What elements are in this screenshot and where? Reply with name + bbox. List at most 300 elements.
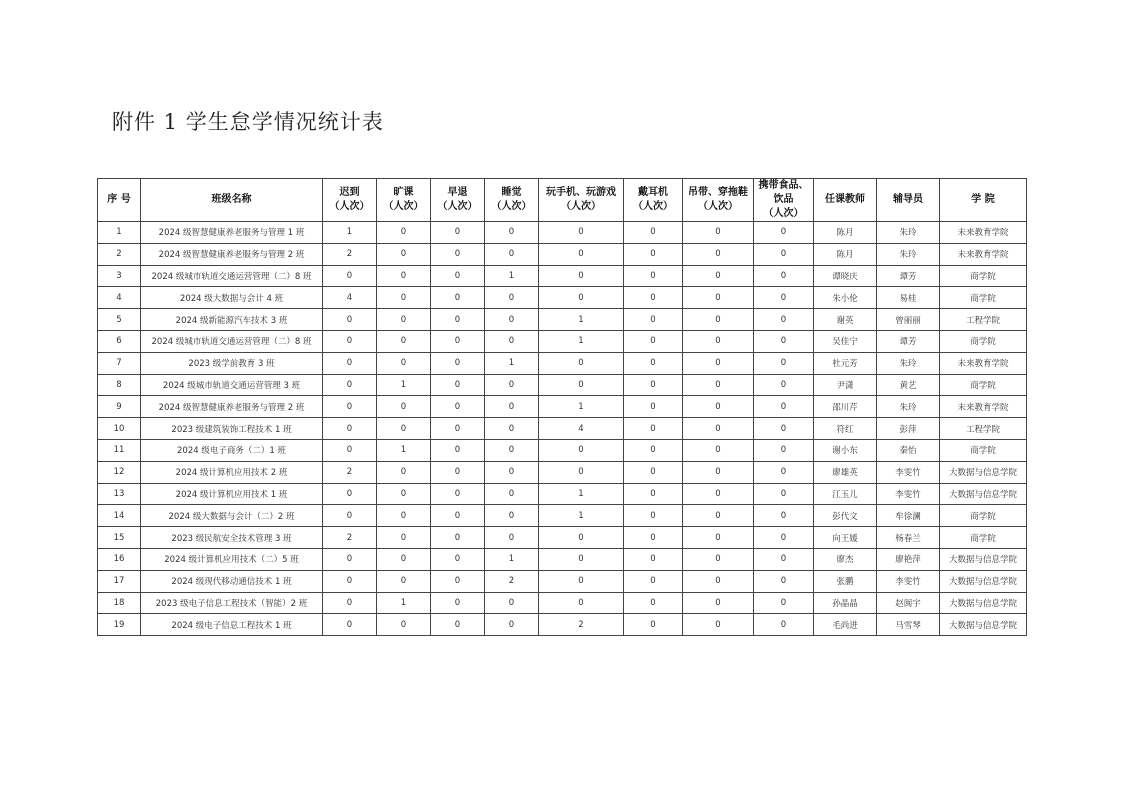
cell-teacher: 符红 <box>814 418 877 440</box>
cell-class-name: 2024 级城市轨道交通运营管理 3 班 <box>141 374 323 396</box>
header-food-drink <box>754 179 814 222</box>
cell-seq: 11 <box>98 439 141 461</box>
cell-counselor: 曾丽丽 <box>877 309 940 331</box>
header-sleep-label: 睡觉 <box>501 187 522 198</box>
cell-earphone: 0 <box>624 222 683 244</box>
cell-seq: 18 <box>98 592 141 614</box>
cell-college: 工程学院 <box>940 309 1027 331</box>
cell-truant: 0 <box>377 243 431 265</box>
cell-counselor: 黄艺 <box>877 374 940 396</box>
header-teacher: 任课教师 <box>814 179 877 222</box>
cell-earphone: 0 <box>624 439 683 461</box>
table-row <box>98 461 1027 483</box>
cell-seq: 16 <box>98 548 141 570</box>
cell-food-drink: 0 <box>754 592 814 614</box>
truancy-stats-table <box>97 178 1027 636</box>
cell-seq: 8 <box>98 374 141 396</box>
cell-sleep: 1 <box>485 548 539 570</box>
cell-food-drink: 0 <box>754 461 814 483</box>
cell-seq: 7 <box>98 352 141 374</box>
cell-earphone: 0 <box>624 287 683 309</box>
cell-college: 商学院 <box>940 527 1027 549</box>
cell-counselor: 廖艳萍 <box>877 548 940 570</box>
cell-sleep: 1 <box>485 352 539 374</box>
cell-seq: 2 <box>98 243 141 265</box>
cell-counselor: 赵闽宇 <box>877 592 940 614</box>
cell-early-leave: 0 <box>431 396 485 418</box>
cell-phone-game: 0 <box>539 548 624 570</box>
cell-counselor: 李雯竹 <box>877 461 940 483</box>
cell-counselor: 秦怡 <box>877 439 940 461</box>
table-row <box>98 352 1027 374</box>
cell-truant: 0 <box>377 461 431 483</box>
cell-counselor: 谭芳 <box>877 330 940 352</box>
table-row <box>98 396 1027 418</box>
cell-early-leave: 0 <box>431 570 485 592</box>
cell-class-name: 2024 级新能源汽车技术 3 班 <box>141 309 323 331</box>
table-row <box>98 483 1027 505</box>
table-row <box>98 439 1027 461</box>
cell-teacher: 陈月 <box>814 222 877 244</box>
cell-early-leave: 0 <box>431 222 485 244</box>
header-slippers <box>683 179 754 222</box>
cell-teacher: 张鹏 <box>814 570 877 592</box>
cell-class-name: 2024 级城市轨道交通运营管理（二）8 班 <box>141 265 323 287</box>
cell-early-leave: 0 <box>431 614 485 636</box>
table-row <box>98 243 1027 265</box>
cell-phone-game: 1 <box>539 330 624 352</box>
cell-teacher: 彭代文 <box>814 505 877 527</box>
header-food-drink-unit: （人次） <box>763 208 804 219</box>
cell-seq: 14 <box>98 505 141 527</box>
cell-late: 0 <box>323 592 377 614</box>
cell-late: 0 <box>323 265 377 287</box>
cell-teacher: 谢英 <box>814 309 877 331</box>
table-row <box>98 265 1027 287</box>
cell-counselor: 杨春兰 <box>877 527 940 549</box>
cell-slippers: 0 <box>683 418 754 440</box>
cell-college: 工程学院 <box>940 418 1027 440</box>
cell-slippers: 0 <box>683 243 754 265</box>
cell-class-name: 2024 级智慧健康养老服务与管理 2 班 <box>141 396 323 418</box>
table-row <box>98 527 1027 549</box>
cell-earphone: 0 <box>624 570 683 592</box>
cell-early-leave: 0 <box>431 505 485 527</box>
cell-college: 大数据与信息学院 <box>940 570 1027 592</box>
cell-seq: 4 <box>98 287 141 309</box>
header-counselor: 辅导员 <box>877 179 940 222</box>
cell-sleep: 0 <box>485 418 539 440</box>
cell-early-leave: 0 <box>431 592 485 614</box>
cell-seq: 13 <box>98 483 141 505</box>
cell-phone-game: 0 <box>539 461 624 483</box>
cell-early-leave: 0 <box>431 352 485 374</box>
cell-sleep: 0 <box>485 330 539 352</box>
cell-sleep: 1 <box>485 265 539 287</box>
cell-slippers: 0 <box>683 570 754 592</box>
cell-early-leave: 0 <box>431 483 485 505</box>
header-late-unit: （人次） <box>329 201 370 212</box>
cell-late: 2 <box>323 461 377 483</box>
cell-late: 0 <box>323 330 377 352</box>
cell-college: 未来教育学院 <box>940 396 1027 418</box>
cell-teacher: 谢小东 <box>814 439 877 461</box>
table-row <box>98 548 1027 570</box>
cell-teacher: 谭晓庆 <box>814 265 877 287</box>
cell-class-name: 2024 级智慧健康养老服务与管理 2 班 <box>141 243 323 265</box>
cell-early-leave: 0 <box>431 374 485 396</box>
cell-counselor: 李雯竹 <box>877 570 940 592</box>
cell-college: 大数据与信息学院 <box>940 548 1027 570</box>
cell-food-drink: 0 <box>754 265 814 287</box>
header-earphone-label: 戴耳机 <box>638 187 668 198</box>
cell-sleep: 0 <box>485 461 539 483</box>
cell-phone-game: 2 <box>539 614 624 636</box>
cell-earphone: 0 <box>624 309 683 331</box>
cell-food-drink: 0 <box>754 243 814 265</box>
cell-slippers: 0 <box>683 374 754 396</box>
cell-late: 0 <box>323 614 377 636</box>
cell-phone-game: 0 <box>539 287 624 309</box>
cell-teacher: 廖雄英 <box>814 461 877 483</box>
cell-food-drink: 0 <box>754 330 814 352</box>
cell-seq: 10 <box>98 418 141 440</box>
cell-phone-game: 0 <box>539 265 624 287</box>
cell-phone-game: 1 <box>539 309 624 331</box>
cell-phone-game: 0 <box>539 527 624 549</box>
cell-early-leave: 0 <box>431 265 485 287</box>
cell-food-drink: 0 <box>754 505 814 527</box>
cell-slippers: 0 <box>683 614 754 636</box>
cell-slippers: 0 <box>683 352 754 374</box>
header-earphone <box>624 179 683 222</box>
cell-slippers: 0 <box>683 222 754 244</box>
cell-seq: 1 <box>98 222 141 244</box>
header-slippers-label: 吊带、穿拖鞋 <box>688 187 748 198</box>
cell-truant: 0 <box>377 614 431 636</box>
cell-college: 商学院 <box>940 505 1027 527</box>
cell-phone-game: 0 <box>539 374 624 396</box>
cell-college: 商学院 <box>940 330 1027 352</box>
cell-late: 0 <box>323 548 377 570</box>
cell-food-drink: 0 <box>754 483 814 505</box>
header-slippers-unit: （人次） <box>698 201 738 212</box>
cell-teacher: 孙晶晶 <box>814 592 877 614</box>
table-body <box>98 222 1027 636</box>
cell-food-drink: 0 <box>754 548 814 570</box>
cell-sleep: 0 <box>485 243 539 265</box>
cell-sleep: 0 <box>485 614 539 636</box>
cell-earphone: 0 <box>624 614 683 636</box>
cell-class-name: 2024 级大数据与会计 4 班 <box>141 287 323 309</box>
cell-slippers: 0 <box>683 548 754 570</box>
cell-college: 商学院 <box>940 287 1027 309</box>
cell-counselor: 李雯竹 <box>877 483 940 505</box>
cell-late: 0 <box>323 374 377 396</box>
cell-counselor: 马雪琴 <box>877 614 940 636</box>
cell-phone-game: 0 <box>539 592 624 614</box>
table-row <box>98 330 1027 352</box>
table-row <box>98 418 1027 440</box>
cell-slippers: 0 <box>683 527 754 549</box>
cell-counselor: 彭萍 <box>877 418 940 440</box>
cell-phone-game: 0 <box>539 222 624 244</box>
cell-slippers: 0 <box>683 439 754 461</box>
header-early-leave <box>431 179 485 222</box>
table-row <box>98 222 1027 244</box>
cell-earphone: 0 <box>624 396 683 418</box>
cell-early-leave: 0 <box>431 330 485 352</box>
header-phone-game-label: 玩手机、玩游戏 <box>546 187 616 198</box>
cell-truant: 0 <box>377 222 431 244</box>
cell-phone-game: 0 <box>539 243 624 265</box>
cell-food-drink: 0 <box>754 570 814 592</box>
cell-slippers: 0 <box>683 309 754 331</box>
cell-college: 大数据与信息学院 <box>940 483 1027 505</box>
cell-slippers: 0 <box>683 483 754 505</box>
cell-early-leave: 0 <box>431 287 485 309</box>
cell-early-leave: 0 <box>431 309 485 331</box>
header-phone-game-unit: （人次） <box>561 201 601 212</box>
cell-class-name: 2024 级城市轨道交通运营管理（二）8 班 <box>141 330 323 352</box>
cell-counselor: 谭芳 <box>877 265 940 287</box>
cell-food-drink: 0 <box>754 374 814 396</box>
cell-class-name: 2024 级计算机应用技术（二）5 班 <box>141 548 323 570</box>
cell-late: 0 <box>323 570 377 592</box>
cell-seq: 3 <box>98 265 141 287</box>
header-truant <box>377 179 431 222</box>
table-row <box>98 505 1027 527</box>
header-truant-unit: （人次） <box>383 201 424 212</box>
cell-early-leave: 0 <box>431 548 485 570</box>
cell-seq: 5 <box>98 309 141 331</box>
cell-teacher: 吴佳宁 <box>814 330 877 352</box>
cell-teacher: 毛尚进 <box>814 614 877 636</box>
cell-college: 大数据与信息学院 <box>940 614 1027 636</box>
cell-seq: 9 <box>98 396 141 418</box>
cell-truant: 0 <box>377 548 431 570</box>
cell-earphone: 0 <box>624 592 683 614</box>
table-row <box>98 309 1027 331</box>
cell-phone-game: 0 <box>539 439 624 461</box>
cell-college: 未来教育学院 <box>940 243 1027 265</box>
header-food-drink-label-1: 携带食品、 <box>758 180 809 191</box>
cell-college: 商学院 <box>940 439 1027 461</box>
cell-counselor: 朱玲 <box>877 243 940 265</box>
cell-late: 0 <box>323 483 377 505</box>
cell-college: 未来教育学院 <box>940 352 1027 374</box>
cell-earphone: 0 <box>624 265 683 287</box>
table-header-row <box>98 179 1027 222</box>
cell-college: 商学院 <box>940 374 1027 396</box>
cell-class-name: 2024 级电子信息工程技术 1 班 <box>141 614 323 636</box>
cell-truant: 0 <box>377 396 431 418</box>
cell-late: 0 <box>323 439 377 461</box>
cell-food-drink: 0 <box>754 439 814 461</box>
cell-sleep: 0 <box>485 222 539 244</box>
cell-early-leave: 0 <box>431 418 485 440</box>
cell-seq: 12 <box>98 461 141 483</box>
cell-college: 商学院 <box>940 265 1027 287</box>
cell-teacher: 朱小伦 <box>814 287 877 309</box>
cell-counselor: 朱玲 <box>877 222 940 244</box>
cell-class-name: 2024 级计算机应用技术 1 班 <box>141 483 323 505</box>
cell-college: 大数据与信息学院 <box>940 592 1027 614</box>
cell-class-name: 2024 级计算机应用技术 2 班 <box>141 461 323 483</box>
cell-earphone: 0 <box>624 505 683 527</box>
cell-earphone: 0 <box>624 527 683 549</box>
cell-sleep: 0 <box>485 374 539 396</box>
cell-sleep: 0 <box>485 309 539 331</box>
cell-truant: 0 <box>377 418 431 440</box>
cell-truant: 0 <box>377 265 431 287</box>
cell-food-drink: 0 <box>754 352 814 374</box>
cell-late: 1 <box>323 222 377 244</box>
cell-phone-game: 1 <box>539 483 624 505</box>
cell-food-drink: 0 <box>754 418 814 440</box>
cell-class-name: 2023 级民航安全技术管理 3 班 <box>141 527 323 549</box>
header-truant-label: 旷课 <box>393 187 414 198</box>
header-sleep <box>485 179 539 222</box>
cell-class-name: 2024 级电子商务（二）1 班 <box>141 439 323 461</box>
cell-food-drink: 0 <box>754 287 814 309</box>
cell-slippers: 0 <box>683 505 754 527</box>
cell-college: 未来教育学院 <box>940 222 1027 244</box>
cell-class-name: 2024 级现代移动通信技术 1 班 <box>141 570 323 592</box>
cell-phone-game: 0 <box>539 570 624 592</box>
cell-late: 2 <box>323 527 377 549</box>
cell-truant: 0 <box>377 570 431 592</box>
cell-sleep: 0 <box>485 439 539 461</box>
cell-truant: 0 <box>377 352 431 374</box>
table-row <box>98 287 1027 309</box>
header-earphone-unit: （人次） <box>633 201 673 212</box>
table-row <box>98 614 1027 636</box>
cell-late: 0 <box>323 418 377 440</box>
cell-counselor: 朱玲 <box>877 396 940 418</box>
cell-truant: 1 <box>377 439 431 461</box>
header-phone-game <box>539 179 624 222</box>
cell-phone-game: 1 <box>539 396 624 418</box>
cell-class-name: 2023 级电子信息工程技术（智能）2 班 <box>141 592 323 614</box>
cell-late: 4 <box>323 287 377 309</box>
cell-class-name: 2023 级建筑装饰工程技术 1 班 <box>141 418 323 440</box>
cell-slippers: 0 <box>683 265 754 287</box>
cell-slippers: 0 <box>683 592 754 614</box>
cell-class-name: 2024 级大数据与会计（二）2 班 <box>141 505 323 527</box>
header-sleep-unit: （人次） <box>491 201 532 212</box>
header-college: 学 院 <box>940 179 1027 222</box>
cell-late: 2 <box>323 243 377 265</box>
cell-truant: 0 <box>377 287 431 309</box>
cell-counselor: 易桂 <box>877 287 940 309</box>
cell-food-drink: 0 <box>754 396 814 418</box>
cell-truant: 1 <box>377 374 431 396</box>
header-early-leave-label: 早退 <box>447 187 468 198</box>
table-row <box>98 592 1027 614</box>
cell-sleep: 0 <box>485 287 539 309</box>
cell-earphone: 0 <box>624 352 683 374</box>
cell-seq: 17 <box>98 570 141 592</box>
cell-teacher: 廖杰 <box>814 548 877 570</box>
cell-teacher: 尹潇 <box>814 374 877 396</box>
cell-teacher: 邵川芹 <box>814 396 877 418</box>
cell-earphone: 0 <box>624 243 683 265</box>
cell-truant: 0 <box>377 505 431 527</box>
cell-earphone: 0 <box>624 330 683 352</box>
cell-counselor: 牟徐澜 <box>877 505 940 527</box>
cell-seq: 6 <box>98 330 141 352</box>
cell-truant: 1 <box>377 592 431 614</box>
header-seq: 序 号 <box>98 179 141 222</box>
header-late <box>323 179 377 222</box>
cell-sleep: 2 <box>485 570 539 592</box>
cell-truant: 0 <box>377 309 431 331</box>
cell-college: 大数据与信息学院 <box>940 461 1027 483</box>
cell-earphone: 0 <box>624 374 683 396</box>
cell-truant: 0 <box>377 527 431 549</box>
table-row <box>98 570 1027 592</box>
cell-sleep: 0 <box>485 592 539 614</box>
cell-truant: 0 <box>377 330 431 352</box>
header-class-name: 班级名称 <box>141 179 323 222</box>
cell-truant: 0 <box>377 483 431 505</box>
cell-sleep: 0 <box>485 527 539 549</box>
cell-food-drink: 0 <box>754 527 814 549</box>
table-row <box>98 374 1027 396</box>
cell-sleep: 0 <box>485 396 539 418</box>
cell-slippers: 0 <box>683 287 754 309</box>
header-late-label: 迟到 <box>339 187 360 198</box>
cell-teacher: 陈月 <box>814 243 877 265</box>
cell-phone-game: 1 <box>539 505 624 527</box>
cell-sleep: 0 <box>485 483 539 505</box>
cell-earphone: 0 <box>624 461 683 483</box>
cell-early-leave: 0 <box>431 527 485 549</box>
cell-earphone: 0 <box>624 418 683 440</box>
cell-counselor: 朱玲 <box>877 352 940 374</box>
cell-late: 0 <box>323 396 377 418</box>
cell-sleep: 0 <box>485 505 539 527</box>
cell-early-leave: 0 <box>431 243 485 265</box>
cell-food-drink: 0 <box>754 309 814 331</box>
cell-late: 0 <box>323 309 377 331</box>
header-early-leave-unit: （人次） <box>437 201 478 212</box>
cell-teacher: 杜元芳 <box>814 352 877 374</box>
cell-teacher: 向王媛 <box>814 527 877 549</box>
cell-food-drink: 0 <box>754 614 814 636</box>
cell-slippers: 0 <box>683 396 754 418</box>
cell-phone-game: 0 <box>539 352 624 374</box>
cell-slippers: 0 <box>683 461 754 483</box>
cell-early-leave: 0 <box>431 439 485 461</box>
cell-late: 0 <box>323 505 377 527</box>
cell-food-drink: 0 <box>754 222 814 244</box>
cell-class-name: 2024 级智慧健康养老服务与管理 1 班 <box>141 222 323 244</box>
cell-teacher: 江玉儿 <box>814 483 877 505</box>
cell-slippers: 0 <box>683 330 754 352</box>
cell-earphone: 0 <box>624 548 683 570</box>
cell-phone-game: 4 <box>539 418 624 440</box>
cell-early-leave: 0 <box>431 461 485 483</box>
cell-seq: 19 <box>98 614 141 636</box>
page-title: 附件 1 学生怠学情况统计表 <box>112 110 384 134</box>
cell-seq: 15 <box>98 527 141 549</box>
cell-late: 0 <box>323 352 377 374</box>
cell-earphone: 0 <box>624 483 683 505</box>
cell-class-name: 2023 级学前教育 3 班 <box>141 352 323 374</box>
header-food-drink-label-2: 饮品 <box>773 194 794 205</box>
